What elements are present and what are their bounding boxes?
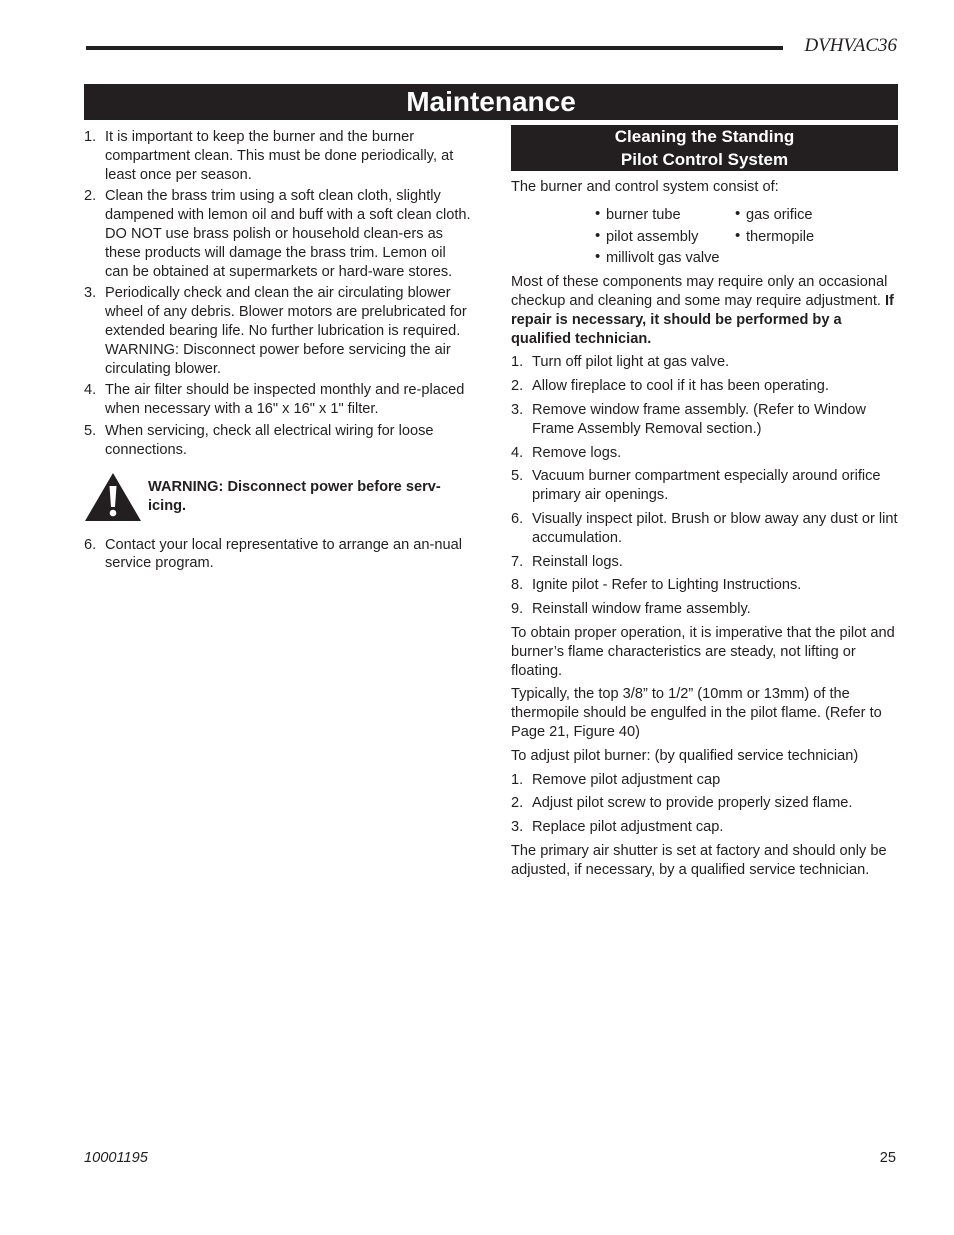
thermopile-note: Typically, the top 3/8” to 1/2” (10mm or 13mm) of the thermopile should be engulfed in the pilot flame. (Refer to Page 21, Figure 40)	[511, 686, 882, 740]
list-item: 3. Periodically check and clean the air circulating blower wheel of any debris. Blower motors are prelubricated for extended bearing life. No further lubrication is required. WARNING: Disconnect power before servicing the air circulating blower.	[84, 285, 467, 377]
flame-note: To obtain proper operation, it is imperative that the pilot and burner’s flame characteristics are steady, not lifting or floating.	[511, 624, 895, 679]
list-item: 5. Vacuum burner compartment especially around orifice primary air openings.	[511, 468, 881, 504]
maintenance-list-continued	[84, 536, 472, 574]
model-number: DVHVAC36	[804, 35, 897, 56]
list-item: 3. Remove window frame assembly. (Refer to Window Frame Assembly Removal section.)	[511, 401, 866, 437]
right-column	[511, 125, 898, 885]
list-item: 1. Turn off pilot light at gas valve.	[511, 354, 730, 371]
list-item: • thermopile	[734, 228, 894, 247]
document-number: 10001195	[84, 1150, 148, 1166]
list-item: 9. Reinstall window frame assembly.	[511, 601, 751, 618]
list-item: 2. Clean the brass trim using a soft clean cloth, slightly dampened with lemon oil and buff with a soft clean cloth. DO NOT use brass polish or household clean-ers as these products will damage the brass trim. Lemon oil can be obtained at supermarkets or hard-ware stores.	[84, 188, 471, 280]
header-rule	[86, 46, 783, 50]
list-item: 3. Replace pilot adjustment cap.	[511, 819, 724, 836]
list-item: 5. When servicing, check all electrical wiring for loose connections.	[84, 422, 434, 458]
air-shutter-note: The primary air shutter is set at factory and should only be adjusted, if necessary, by a qualified service technician.	[511, 842, 887, 878]
cleaning-steps	[511, 353, 898, 619]
list-item: 2. Allow fireplace to cool if it has been operating.	[511, 378, 829, 395]
list-item: 1. It is important to keep the burner and the burner compartment clean. This must be done periodically, at least once per season.	[84, 129, 454, 183]
intro-text: The burner and control system consist of:	[511, 179, 779, 195]
list-item: 7. Reinstall logs.	[511, 553, 623, 570]
component-list	[594, 206, 898, 268]
warning-triangle-icon	[84, 472, 142, 522]
list-item: • gas orifice	[734, 206, 894, 225]
list-item: 4. Remove logs.	[511, 444, 622, 461]
section-heading: Cleaning the Standing Pilot Control System	[511, 125, 898, 171]
list-item: 2. Adjust pilot screw to provide properly sized flame.	[511, 795, 853, 812]
list-item: 8. Ignite pilot - Refer to Lighting Instructions.	[511, 577, 802, 594]
warning-text: WARNING: Disconnect power before serv-icing.	[148, 478, 441, 514]
list-item: • burner tube	[594, 206, 734, 225]
list-item: • pilot assembly	[594, 228, 734, 247]
page-title: Maintenance	[84, 84, 898, 120]
adjust-steps	[511, 771, 898, 837]
list-item: • millivolt gas valve	[594, 249, 734, 268]
adjust-intro: To adjust pilot burner: (by qualified service technician)	[511, 747, 859, 764]
left-column	[84, 128, 472, 576]
repair-note: Most of these components may require only an occasional checkup and cleaning and some may require adjustment. If repair is necessary, it should be performed by a qualified technician.	[511, 274, 894, 347]
warning-box	[84, 472, 472, 522]
list-item: 1. Remove pilot adjustment cap	[511, 771, 721, 788]
maintenance-list	[84, 128, 472, 460]
list-item: 6. Contact your local representative to arrange an an-nual service program.	[84, 536, 462, 572]
page-number: 25	[879, 1150, 896, 1166]
list-item: 6. Visually inspect pilot. Brush or blow away any dust or lint accumulation.	[511, 510, 898, 546]
list-item: 4. The air filter should be inspected monthly and re-placed when necessary with a 16" x 16" x 1" filter.	[84, 382, 465, 418]
